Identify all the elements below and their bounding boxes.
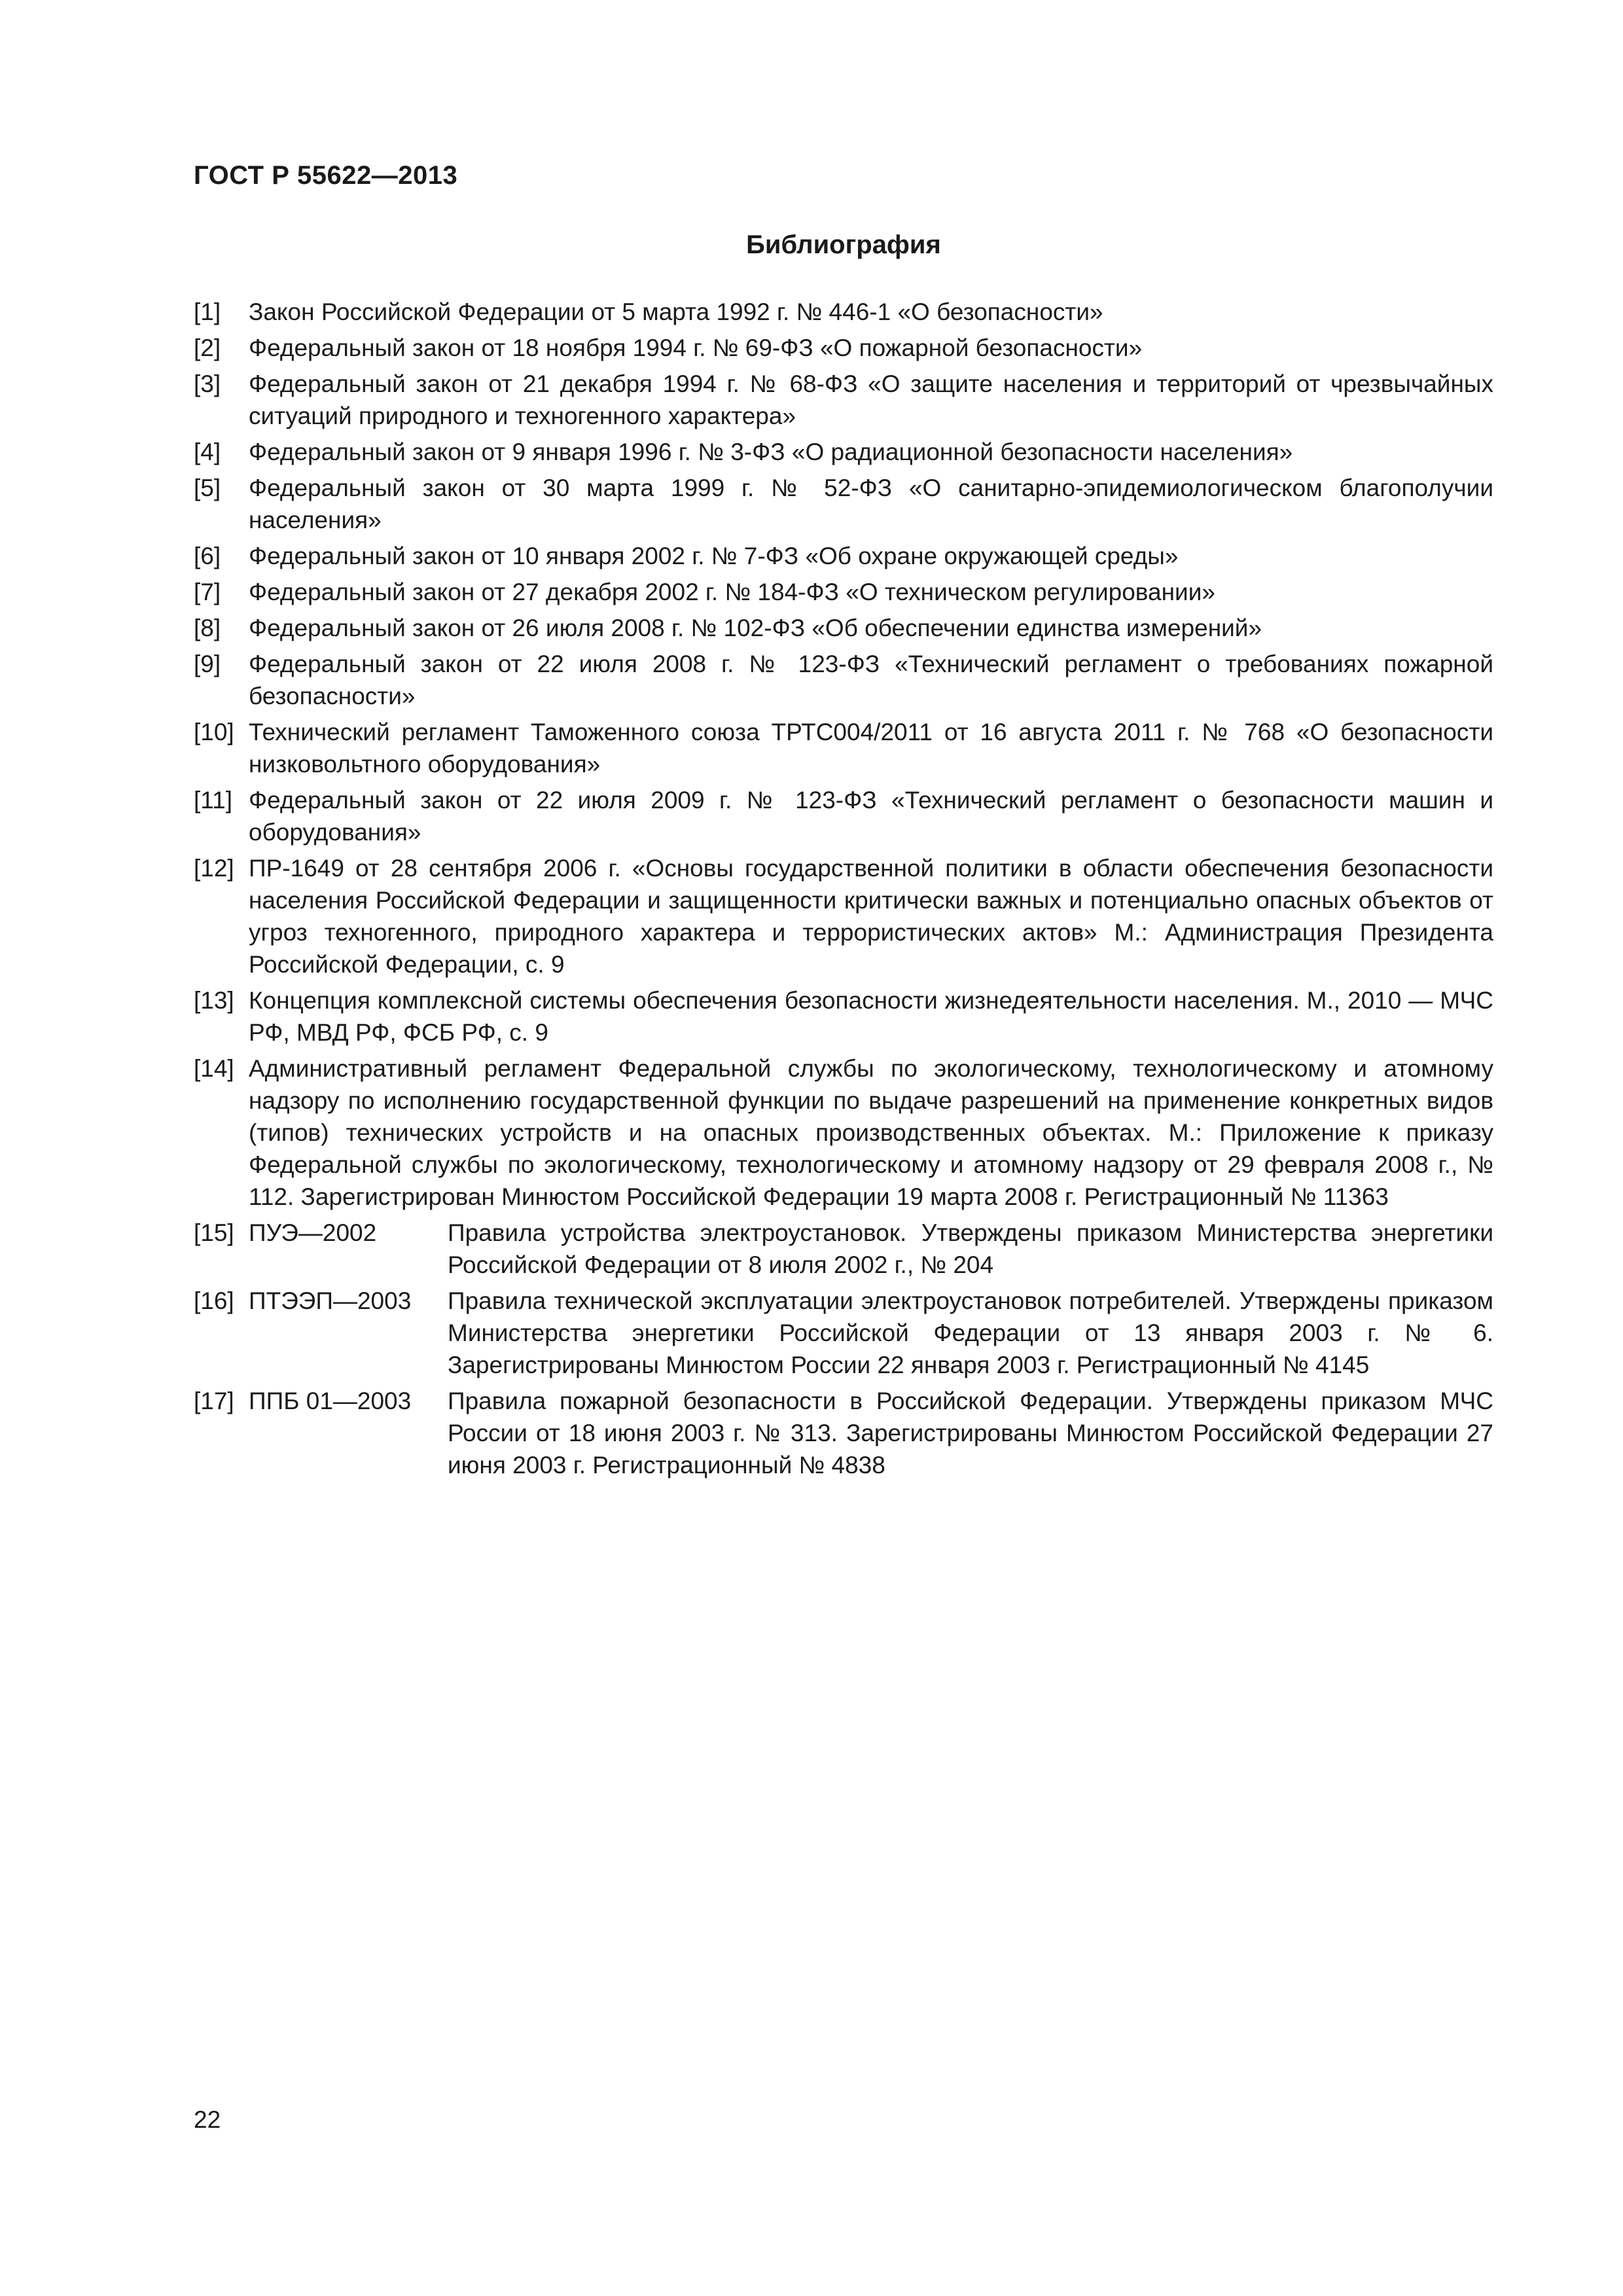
bibliography-text: Технический регламент Таможенного союза ТРТС004/2011 от 16 августа 2011 г. № 768 «О безопасности низковольтного оборудования»	[249, 719, 1493, 778]
bibliography-text: Правила устройства электроустановок. Утверждены приказом Министерства энергетики Российской Федерации от 8 июля 2002 г., № 204	[448, 1219, 1493, 1278]
bibliography-number: [9]	[194, 651, 221, 677]
bibliography-number: [1]	[194, 298, 221, 325]
bibliography-item-9	[194, 648, 1493, 712]
bibliography-text: Федеральный закон от 22 июля 2009 г. № 123-ФЗ «Технический регламент о безопасности машин и оборудования»	[249, 787, 1493, 846]
bibliography-code: ППБ 01—2003	[249, 1388, 412, 1414]
bibliography-item-12	[194, 852, 1493, 980]
bibliography-text: ПР-1649 от 28 сентября 2006 г. «Основы государственной политики в области обеспечения безопасности населения Российской Федерации и защищенности критически важных и потенциально опасных объектов от угроз техногенного, природного характера и террористических актов» М.: Администрация Президента Российской Федерации, с. 9	[249, 855, 1493, 978]
bibliography-item-7	[194, 576, 1493, 608]
bibliography-number: [12]	[194, 855, 234, 882]
bibliography-list	[194, 296, 1493, 1485]
bibliography-number: [4]	[194, 439, 221, 465]
bibliography-number: [15]	[194, 1219, 234, 1246]
bibliography-number: [2]	[194, 334, 221, 361]
bibliography-item-11	[194, 784, 1493, 848]
bibliography-number: [17]	[194, 1388, 234, 1414]
bibliography-number: [8]	[194, 615, 221, 641]
bibliography-item-8	[194, 612, 1493, 644]
bibliography-text: Закон Российской Федерации от 5 марта 1992 г. № 446-1 «О безопасности»	[249, 298, 1103, 325]
bibliography-text: Правила пожарной безопасности в Российской Федерации. Утверждены приказом МЧС России от 18 июня 2003 г. № 313. Зарегистрированы Минюстом Российской Федерации 27 июня 2003 г. Регистрационный № 4838	[448, 1388, 1493, 1479]
section-title: Библиография	[746, 230, 941, 259]
bibliography-item-16	[194, 1285, 1493, 1381]
bibliography-text: Федеральный закон от 10 января 2002 г. № 7-ФЗ «Об охране окружающей среды»	[249, 543, 1179, 569]
bibliography-item-14	[194, 1052, 1493, 1213]
bibliography-item-1	[194, 296, 1493, 328]
bibliography-item-6	[194, 540, 1493, 572]
bibliography-number: [13]	[194, 987, 234, 1014]
bibliography-text: Федеральный закон от 30 марта 1999 г. № 52-ФЗ «О санитарно-эпидемиологическом благополучии населения»	[249, 475, 1493, 533]
bibliography-item-2	[194, 332, 1493, 364]
bibliography-number: [7]	[194, 579, 221, 605]
bibliography-text: Федеральный закон от 9 января 1996 г. № 3-ФЗ «О радиационной безопасности населения»	[249, 439, 1293, 465]
bibliography-item-13	[194, 984, 1493, 1049]
bibliography-text: Федеральный закон от 18 ноября 1994 г. № 69-ФЗ «О пожарной безопасности»	[249, 334, 1143, 361]
bibliography-text: Федеральный закон от 26 июля 2008 г. № 102-ФЗ «Об обеспечении единства измерений»	[249, 615, 1262, 641]
bibliography-number: [3]	[194, 370, 221, 397]
bibliography-number: [5]	[194, 475, 221, 501]
bibliography-item-3	[194, 368, 1493, 432]
bibliography-item-10	[194, 716, 1493, 780]
bibliography-text: Правила технической эксплуатации электроустановок потребителей. Утверждены приказом Министерства энергетики Российской Федерации от 13 января 2003 г. № 6. Зарегистрированы Минюстом России 22 января 2003 г. Регистрационный № 4145	[448, 1287, 1493, 1378]
bibliography-number: [11]	[194, 787, 232, 814]
bibliography-number: [14]	[194, 1055, 234, 1082]
document-code: ГОСТ Р 55622—2013	[194, 161, 458, 190]
bibliography-number: [10]	[194, 719, 234, 745]
bibliography-item-4	[194, 436, 1493, 468]
bibliography-text: Административный регламент Федеральной службы по экологическому, технологическому и атомному надзору по исполнению государственной функции по выдаче разрешений на применение конкретных видов (типов) технических устройств и на опасных производственных объектах. М.: Приложение к приказу Федеральной службы по экологическому, технологическому и атомному надзору от 29 февраля 2008 г., № 112. Зарегистрирован Минюстом Российской Федерации 19 марта 2008 г. Регистрационный № 11363	[249, 1055, 1493, 1210]
bibliography-number: [16]	[194, 1287, 234, 1314]
bibliography-text: Федеральный закон от 21 декабря 1994 г. № 68-ФЗ «О защите населения и территорий от чрезвычайных ситуаций природного и техногенного характера»	[249, 370, 1493, 429]
bibliography-text: Концепция комплексной системы обеспечения безопасности жизнедеятельности населения. М., 2010 — МЧС РФ, МВД РФ, ФСБ РФ, с. 9	[249, 987, 1493, 1046]
bibliography-item-15	[194, 1217, 1493, 1281]
bibliography-code: ПУЭ—2002	[249, 1219, 377, 1246]
bibliography-number: [6]	[194, 543, 221, 569]
bibliography-item-5	[194, 472, 1493, 536]
bibliography-text: Федеральный закон от 22 июля 2008 г. № 123-ФЗ «Технический регламент о требованиях пожарной безопасности»	[249, 651, 1493, 709]
bibliography-item-17	[194, 1385, 1493, 1481]
bibliography-text: Федеральный закон от 27 декабря 2002 г. № 184-ФЗ «О техническом регулировании»	[249, 579, 1215, 605]
page-number: 22	[194, 2106, 221, 2133]
bibliography-code: ПТЭЭП—2003	[249, 1287, 412, 1314]
